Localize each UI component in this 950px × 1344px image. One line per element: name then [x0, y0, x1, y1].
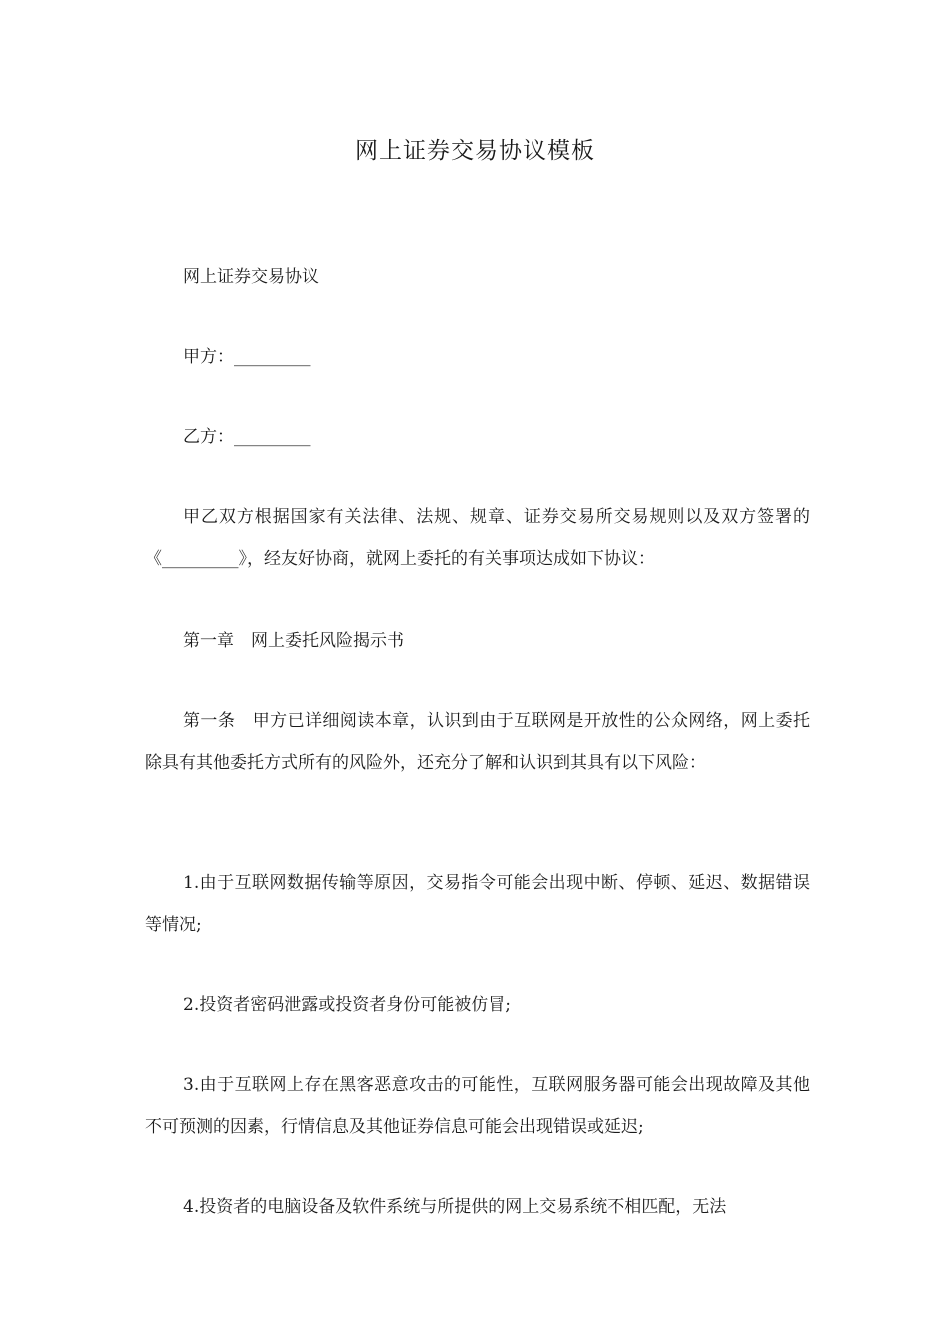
article-one-paragraph: 第一条 甲方已详细阅读本章，认识到由于互联网是开放性的公众网络，网上委托除具有其他委托方式所有的风险外，还充分了解和认识到其具有以下风险： [145, 711, 810, 773]
agreement-heading: 网上证券交易协议 [183, 267, 319, 287]
document-title: 网上证券交易协议模板 [355, 138, 595, 164]
risk-item-3: 3.由于互联网上存在黑客恶意攻击的可能性，互联网服务器可能会出现故障及其他不可预测的因素，行情信息及其他证券信息可能会出现错误或延迟; [145, 1075, 810, 1137]
chapter-heading: 第一章 网上委托风险揭示书 [183, 631, 404, 651]
preamble-paragraph: 甲乙双方根据国家有关法律、法规、规章、证券交易所交易规则以及双方签署的《_________》，经友好协商，就网上委托的有关事项达成如下协议： [145, 507, 810, 569]
party-a-line: 甲方：_________ [183, 347, 311, 367]
risk-item-1: 1.由于互联网数据传输等原因，交易指令可能会出现中断、停顿、延迟、数据错误等情况; [145, 873, 810, 935]
risk-item-4: 4.投资者的电脑设备及软件系统与所提供的网上交易系统不相匹配，无法 [183, 1197, 727, 1217]
party-b-line: 乙方：_________ [183, 427, 311, 447]
risk-item-2: 2.投资者密码泄露或投资者身份可能被仿冒; [183, 995, 511, 1015]
